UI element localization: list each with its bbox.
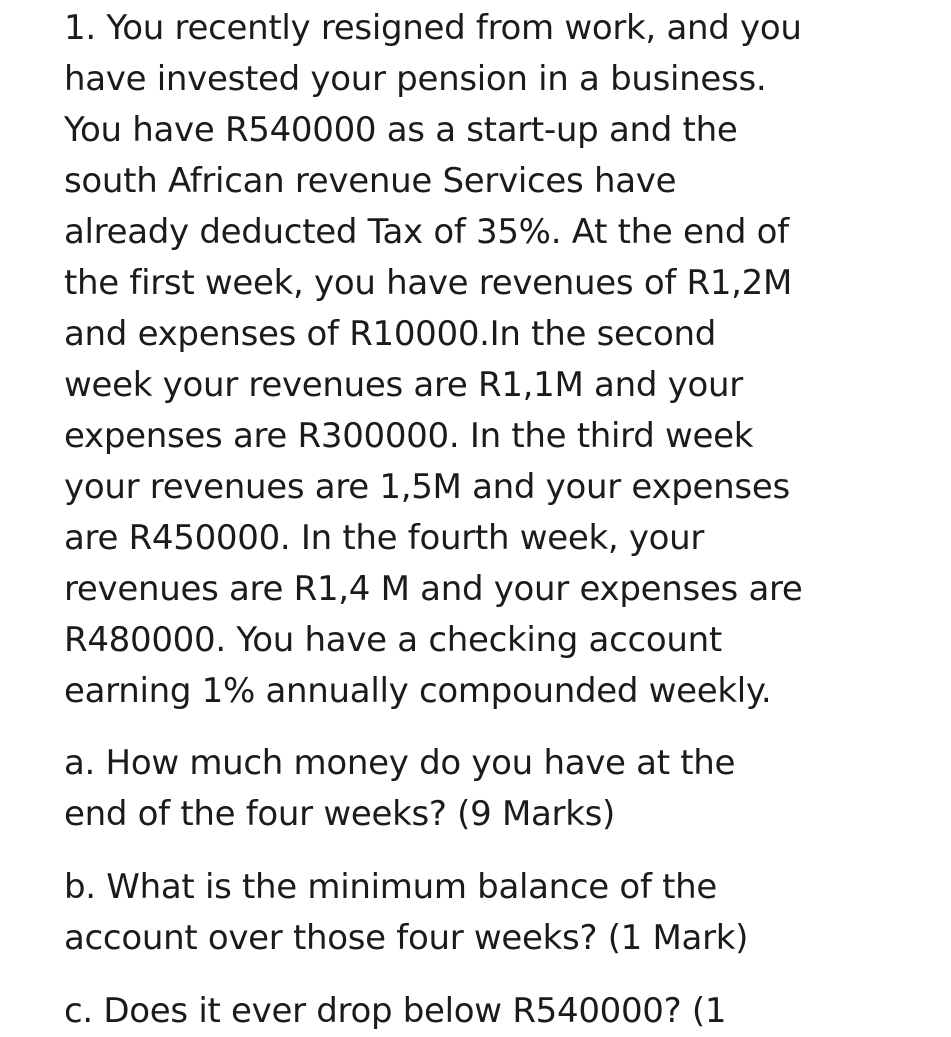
question-line: expenses are R300000. In the third week — [64, 416, 754, 456]
part-b — [64, 862, 944, 964]
question-line: revenues are R1,4 M and your expenses are — [64, 569, 803, 609]
question-1-text — [64, 3, 944, 717]
question-line: You have R540000 as a start-up and the — [64, 110, 738, 150]
part-a-line: a. How much money do you have at the — [64, 743, 736, 783]
question-line: south African revenue Services have — [64, 161, 677, 201]
question-line: are R450000. In the fourth week, your — [64, 518, 705, 558]
question-line: have invested your pension in a business. — [64, 59, 767, 99]
question-line: R480000. You have a checking account — [64, 620, 722, 660]
part-c-line: c. Does it ever drop below R540000? (1 — [64, 991, 727, 1031]
question-line: already deducted Tax of 35%. At the end of — [64, 212, 789, 252]
part-b-line: b. What is the minimum balance of the — [64, 867, 718, 907]
question-line: your revenues are 1,5M and your expenses — [64, 467, 790, 507]
part-a — [64, 738, 944, 840]
question-line: the first week, you have revenues of R1,2M — [64, 263, 793, 303]
part-b-line: account over those four weeks? (1 Mark) — [64, 918, 749, 958]
part-c — [64, 986, 944, 1037]
question-line: earning 1% annually compounded weekly. — [64, 671, 772, 711]
part-a-line: end of the four weeks? (9 Marks) — [64, 794, 615, 834]
document — [64, 0, 944, 1037]
question-line: week your revenues are R1,1M and your — [64, 365, 743, 405]
question-line: and expenses of R10000.In the second — [64, 314, 717, 354]
question-line: 1. You recently resigned from work, and you — [64, 8, 802, 48]
